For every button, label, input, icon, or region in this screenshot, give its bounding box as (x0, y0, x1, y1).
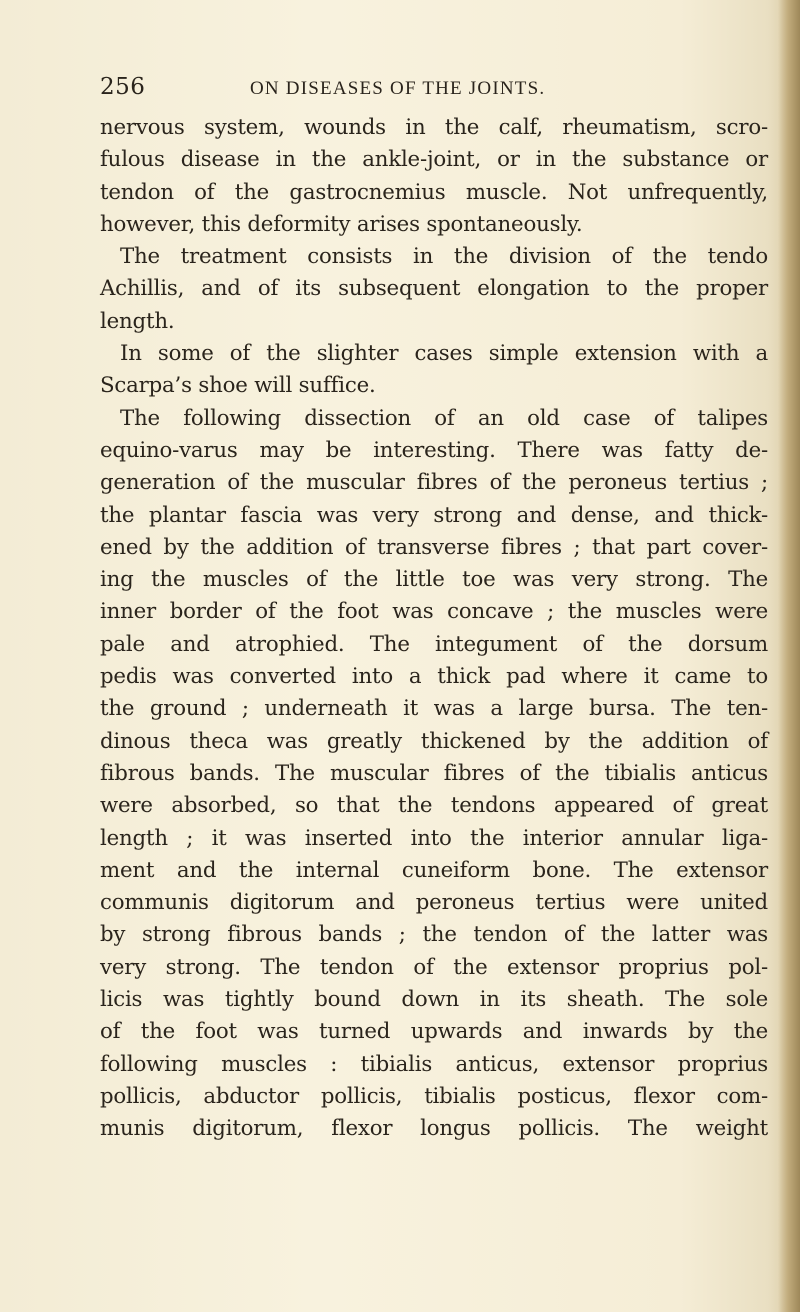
text-line: dinous theca was greatly thickened by the addition of (100, 728, 768, 754)
text-line: very strong. The tendon of the extensor proprius pol- (100, 954, 768, 980)
text-line: fibrous bands. The muscular fibres of the tibialis anticus (100, 760, 768, 786)
text-line: inner border of the foot was concave ; the muscles were (100, 599, 768, 625)
text-line: generation of the muscular fibres of the peroneus tertius ; (100, 470, 768, 496)
text-line: by strong fibrous bands ; the tendon of the latter was (100, 922, 768, 948)
text-line: ment and the internal cuneiform bone. The extensor (100, 857, 768, 883)
text-line: Scarpa’s shoe will suffice. (100, 373, 376, 399)
text-line: communis digitorum and peroneus tertius were united (100, 890, 768, 916)
text-line: Achillis, and of its subsequent elongation to the proper (100, 276, 768, 302)
text-line: munis digitorum, flexor longus pollicis. The weight (100, 1116, 768, 1142)
text-line: ened by the addition of transverse fibres ; that part cover- (100, 534, 768, 560)
text-line: pale and atrophied. The integument of the dorsum (100, 631, 768, 657)
text-line: pollicis, abductor pollicis, tibialis posticus, flexor com- (100, 1083, 768, 1109)
text-line: The treatment consists in the division of the tendo (120, 244, 768, 270)
text-line: the ground ; underneath it was a large bursa. The ten- (100, 696, 768, 722)
text-line: of the foot was turned upwards and inwards by the (100, 1019, 768, 1045)
text-line: length ; it was inserted into the interior annular liga- (100, 825, 768, 851)
text-line: equino-varus may be interesting. There was fatty de- (100, 437, 768, 463)
text-line: fulous disease in the ankle-joint, or in the substance or (100, 147, 768, 173)
text-line: length. (100, 308, 175, 334)
text-line: pedis was converted into a thick pad where it came to (100, 664, 768, 690)
text-line: ing the muscles of the little toe was very strong. The (100, 567, 768, 593)
body-text (100, 112, 768, 1146)
running-head: ON DISEASES OF THE JOINTS. (250, 78, 546, 99)
text-line: tendon of the gastrocnemius muscle. Not unfrequently, (100, 179, 768, 205)
text-line: The following dissection of an old case of talipes (120, 405, 768, 431)
text-line: the plantar fascia was very strong and dense, and thick- (100, 502, 768, 528)
page-number: 256 (100, 74, 146, 100)
text-line: licis was tightly bound down in its sheath. The sole (100, 987, 768, 1013)
text-line: however, this deformity arises spontaneously. (100, 211, 583, 237)
text-line: were absorbed, so that the tendons appeared of great (100, 793, 768, 819)
page-edge-shadow (778, 0, 800, 1312)
text-line: In some of the slighter cases simple extension with a (120, 341, 768, 367)
page-header (100, 74, 760, 104)
text-line: following muscles : tibialis anticus, extensor proprius (100, 1051, 768, 1077)
text-line: nervous system, wounds in the calf, rheumatism, scro- (100, 115, 768, 140)
